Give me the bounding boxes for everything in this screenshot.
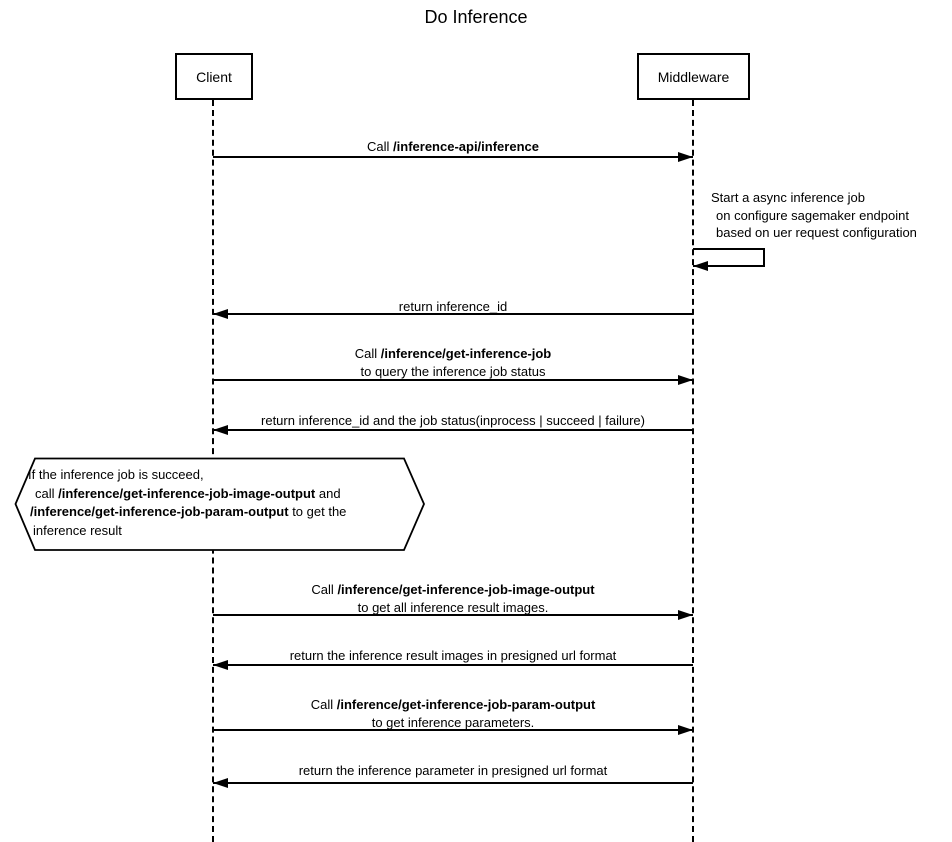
message-arrow-right: [213, 614, 693, 616]
arrowhead-right-icon: [678, 610, 693, 620]
message-arrow-right: [213, 156, 693, 158]
message-arrow-left: [213, 664, 693, 666]
message-line: to get inference parameters.: [371, 715, 535, 730]
self-message-line: based on uer request configuration: [716, 225, 917, 240]
endpoint-text: /inference/get-inference-job-image-output: [58, 485, 316, 501]
note-line: If the inference job is succeed,: [28, 467, 204, 482]
arrowhead-right-icon: [678, 375, 693, 385]
message-label-call-inference: [213, 138, 693, 156]
arrowhead-right-icon: [678, 152, 693, 162]
diagram-title: Do Inference: [424, 7, 528, 27]
message-label-return-images: [213, 647, 693, 665]
arrowhead-right-icon: [678, 725, 693, 735]
self-message-line: Start a async inference job: [711, 190, 865, 205]
note-line: inference result: [33, 522, 122, 538]
message-text: Call: [354, 346, 381, 361]
message-line: to query the inference job status: [360, 364, 546, 379]
arrowhead-left-icon: [693, 261, 708, 271]
arrowhead-left-icon: [213, 778, 228, 788]
endpoint-text: /inference/get-inference-job-param-output: [30, 504, 289, 519]
message-label-call-get-job: [213, 345, 693, 381]
message-line: [213, 345, 693, 363]
message-arrow-left: [213, 782, 693, 784]
endpoint-text: /inference/get-inference-job: [380, 346, 552, 361]
endpoint-text: /inference/get-inference-job-image-output: [337, 582, 595, 597]
actor-label-client: Client: [196, 68, 232, 85]
message-text: Call: [367, 139, 394, 154]
message-text: Call: [310, 697, 337, 712]
note-line: [28, 503, 346, 522]
actor-box-middleware: [637, 53, 750, 100]
endpoint-text: /inference/get-inference-job-param-output: [336, 697, 596, 712]
note-text: and: [315, 485, 341, 501]
message-label-call-image-output: [213, 581, 693, 617]
message-text: return inference_id and the job status(inprocess | succeed | failure): [261, 413, 645, 428]
condition-note-text: [28, 466, 346, 540]
message-label-call-param-output: [213, 696, 693, 732]
message-label-return-parameter: [213, 762, 693, 780]
arrowhead-left-icon: [213, 425, 228, 435]
message-arrow-left: [213, 313, 693, 315]
message-arrow-right: [213, 729, 693, 731]
endpoint-text: /inference-api/inference: [393, 139, 539, 154]
condition-note: [14, 457, 426, 552]
note-line: [28, 485, 346, 504]
arrowhead-left-icon: [213, 660, 228, 670]
message-text: return the inference parameter in presigned url format: [298, 763, 608, 778]
note-text: to get the: [288, 504, 347, 519]
note-text: call: [35, 485, 59, 501]
message-label-return-status: [213, 412, 693, 430]
message-line: to get all inference result images.: [357, 600, 549, 615]
message-arrow-left: [213, 429, 693, 431]
message-arrow-right: [213, 379, 693, 381]
message-line: [213, 696, 693, 714]
arrowhead-left-icon: [213, 309, 228, 319]
message-text: Call: [311, 582, 338, 597]
actor-box-client: [175, 53, 253, 100]
self-message-line: on configure sagemaker endpoint: [716, 207, 909, 223]
message-text: return inference_id: [398, 299, 508, 314]
message-line: [213, 581, 693, 599]
self-message-label: [711, 189, 949, 242]
message-text: return the inference result images in presigned url format: [289, 648, 617, 663]
actor-label-middleware: Middleware: [657, 68, 730, 85]
